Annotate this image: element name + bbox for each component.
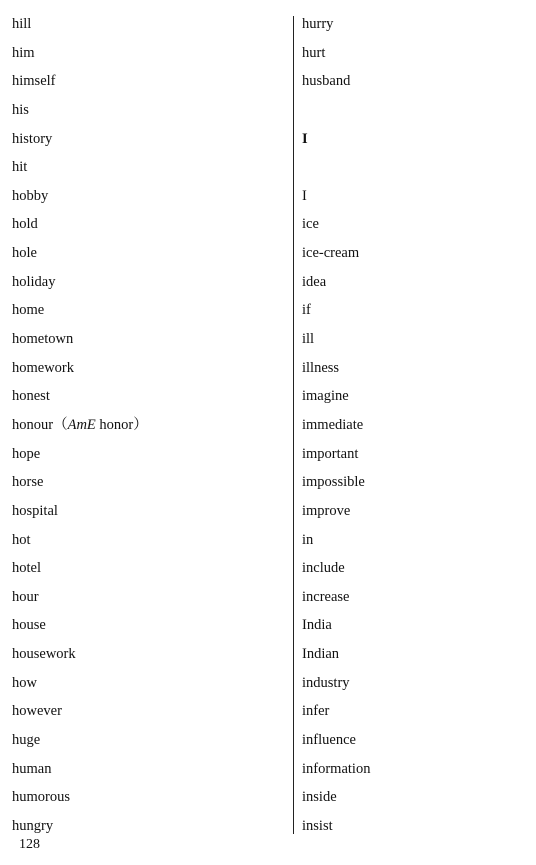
word-entry: ice-cream: [302, 245, 360, 262]
word-entry: ice: [302, 216, 319, 233]
word-entry: homework: [12, 359, 75, 376]
word-entry: hot: [12, 531, 31, 548]
word-entry: I: [302, 187, 307, 204]
word-entry: hospital: [12, 502, 58, 519]
word-entry: important: [302, 445, 359, 462]
word-entry: immediate: [302, 416, 364, 433]
honor-variant: honor: [95, 416, 134, 433]
word-entry: idea: [302, 273, 327, 290]
word-entry: hurt: [302, 44, 326, 61]
word-entry: hotel: [12, 560, 41, 577]
blank-line: [302, 96, 522, 125]
word-entry: Indian: [302, 646, 340, 663]
word-entry: information: [302, 760, 371, 777]
american-english-label: AmE: [67, 416, 96, 433]
word-entry: hurry: [302, 16, 334, 32]
word-entry: imagine: [302, 388, 349, 405]
section-heading: I: [302, 130, 308, 147]
word-entry: humorous: [12, 789, 70, 806]
word-entry: if: [302, 302, 311, 319]
word-entry: infer: [302, 703, 330, 720]
left-word-column: [12, 10, 282, 841]
word-entry: huge: [12, 732, 41, 749]
word-entry: hold: [12, 216, 38, 233]
word-entry: industry: [302, 674, 350, 691]
word-entry: include: [302, 560, 345, 577]
word-entry: impossible: [302, 474, 365, 491]
word-entry: improve: [302, 502, 351, 519]
word-entry: India: [302, 617, 332, 634]
word-entry: his: [12, 101, 29, 118]
word-entry: him: [12, 44, 35, 61]
page-number: 128: [19, 837, 40, 852]
word-entry: insist: [302, 817, 333, 834]
word-entry: influence: [302, 732, 356, 749]
word-entry: however: [12, 703, 62, 720]
word-entry: hope: [12, 445, 41, 462]
word-entry-honour: [12, 411, 282, 440]
right-word-column: [302, 10, 522, 841]
word-entry: housework: [12, 646, 76, 663]
column-divider: [293, 16, 294, 834]
honour-word: honour: [12, 416, 54, 433]
word-entry: house: [12, 617, 46, 634]
word-entry: himself: [12, 73, 56, 90]
blank-line: [302, 153, 522, 182]
word-entry: hometown: [12, 331, 74, 348]
word-entry: ill: [302, 331, 315, 348]
word-entry: increase: [302, 588, 350, 605]
word-entry: hit: [12, 159, 28, 176]
word-entry: hill: [12, 16, 32, 32]
word-entry: illness: [302, 359, 340, 376]
word-entry: home: [12, 302, 45, 319]
word-entry: hungry: [12, 817, 54, 834]
close-paren: ）: [133, 416, 148, 433]
word-entry: honest: [12, 388, 50, 405]
word-entry: hour: [12, 588, 39, 605]
word-entry: hole: [12, 245, 37, 262]
word-entry: holiday: [12, 273, 56, 290]
word-entry: how: [12, 674, 37, 691]
word-entry: husband: [302, 73, 351, 90]
word-entry: in: [302, 531, 314, 548]
word-entry: history: [12, 130, 53, 147]
word-entry: hobby: [12, 187, 49, 204]
open-paren: （: [53, 416, 68, 433]
word-entry: horse: [12, 474, 44, 491]
word-entry: human: [12, 760, 52, 777]
word-entry: inside: [302, 789, 337, 806]
